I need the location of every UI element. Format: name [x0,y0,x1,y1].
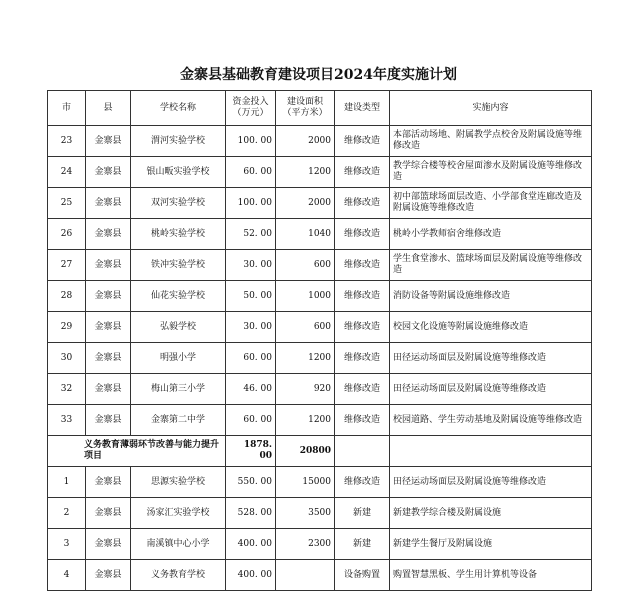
header-county: 县 [86,91,131,126]
row-number: 1 [48,467,86,498]
row-type: 维修改造 [335,405,390,436]
row-area: 2000 [276,126,335,157]
table-row [48,188,592,219]
row-area: 1200 [276,343,335,374]
document-title: 金寨县基础教育建设项目2024年度实施计划 [180,67,457,83]
row-school: 梅山第三小学 [131,374,226,405]
row-school: 仙花实验学校 [131,281,226,312]
row-content: 田径运动场面层及附属设施等维修改造 [390,467,592,498]
row-investment: 100. 00 [226,188,276,219]
row-area: 3500 [276,498,335,529]
row-school: 渭河实验学校 [131,126,226,157]
row-county: 金寨县 [86,281,131,312]
subtotal-content-cell [390,436,592,467]
row-content: 新建教学综合楼及附属设施 [390,498,592,529]
row-school: 南溪镇中心小学 [131,529,226,560]
row-county: 金寨县 [86,560,131,591]
row-school: 金寨第二中学 [131,405,226,436]
row-investment: 550. 00 [226,467,276,498]
row-area: 1200 [276,405,335,436]
row-number: 27 [48,250,86,281]
row-area: 1000 [276,281,335,312]
row-school: 银山畈实验学校 [131,157,226,188]
table-row [48,343,592,374]
row-type: 维修改造 [335,188,390,219]
header-content: 实施内容 [390,91,592,126]
row-school: 思源实验学校 [131,467,226,498]
row-area: 1200 [276,157,335,188]
row-content: 校园文化设施等附属设施维修改造 [390,312,592,343]
row-type: 维修改造 [335,312,390,343]
subtotal-investment: 1878. 00 [226,436,276,467]
row-number: 3 [48,529,86,560]
row-content: 桃岭小学教师宿舍维修改造 [390,219,592,250]
row-content: 学生食堂渗水、篮球场面层及附属设施等维修改造 [390,250,592,281]
subtotal-row [48,436,592,467]
row-number: 32 [48,374,86,405]
row-investment: 50. 00 [226,281,276,312]
row-content: 本部活动场地、附属教学点校舍及附属设施等维修改造 [390,126,592,157]
row-school: 弘毅学校 [131,312,226,343]
row-number: 24 [48,157,86,188]
table-row [48,467,592,498]
row-number: 30 [48,343,86,374]
row-type: 维修改造 [335,281,390,312]
subtotal-type-cell [335,436,390,467]
row-county: 金寨县 [86,157,131,188]
row-type: 维修改造 [335,343,390,374]
row-content: 新建学生餐厅及附属设施 [390,529,592,560]
header-city: 市 [48,91,86,126]
header-school: 学校名称 [131,91,226,126]
table-row [48,281,592,312]
row-county: 金寨县 [86,405,131,436]
row-county: 金寨县 [86,343,131,374]
table-body-upper [48,126,592,436]
table-row [48,374,592,405]
row-area: 1040 [276,219,335,250]
row-investment: 60. 00 [226,343,276,374]
table-row [48,312,592,343]
row-area: 920 [276,374,335,405]
row-school: 铁冲实验学校 [131,250,226,281]
row-number: 23 [48,126,86,157]
header-area: 建设面积 （平方米） [276,91,335,126]
row-school: 桃岭实验学校 [131,219,226,250]
row-content: 教学综合楼等校舍屋面渗水及附属设施等维修改造 [390,157,592,188]
table-row [48,560,592,591]
row-school: 义务教育学校 [131,560,226,591]
row-number: 28 [48,281,86,312]
row-number: 4 [48,560,86,591]
row-investment: 400. 00 [226,529,276,560]
row-area: 2000 [276,188,335,219]
row-content: 田径运动场面层及附属设施等维修改造 [390,374,592,405]
table-row [48,405,592,436]
row-content: 消防设备等附属设施维修改造 [390,281,592,312]
row-type: 维修改造 [335,126,390,157]
row-school: 明强小学 [131,343,226,374]
row-number: 26 [48,219,86,250]
row-area [276,560,335,591]
row-content: 初中部篮球场面层改造、小学部食堂连廊改造及附属设施等维修改造 [390,188,592,219]
row-county: 金寨县 [86,250,131,281]
row-investment: 30. 00 [226,312,276,343]
row-area: 600 [276,250,335,281]
row-number: 2 [48,498,86,529]
row-investment: 528. 00 [226,498,276,529]
row-content: 田径运动场面层及附属设施等维修改造 [390,343,592,374]
row-type: 新建 [335,529,390,560]
row-type: 维修改造 [335,374,390,405]
table-row [48,157,592,188]
row-number: 25 [48,188,86,219]
row-county: 金寨县 [86,498,131,529]
row-county: 金寨县 [86,188,131,219]
table-body-lower [48,467,592,591]
row-type: 维修改造 [335,157,390,188]
header-type: 建设类型 [335,91,390,126]
row-county: 金寨县 [86,312,131,343]
table-row [48,529,592,560]
table-header-row [48,91,592,126]
row-county: 金寨县 [86,467,131,498]
row-content: 购置智慧黑板、学生用计算机等设备 [390,560,592,591]
row-school: 汤家汇实验学校 [131,498,226,529]
row-area: 600 [276,312,335,343]
row-type: 设备购置 [335,560,390,591]
row-county: 金寨县 [86,529,131,560]
plan-table [47,90,592,591]
row-investment: 30. 00 [226,250,276,281]
subtotal-label: 义务教育薄弱环节改善与能力提升项目 [48,436,226,467]
row-investment: 60. 00 [226,405,276,436]
row-number: 29 [48,312,86,343]
row-investment: 52. 00 [226,219,276,250]
row-school: 双河实验学校 [131,188,226,219]
row-area: 2300 [276,529,335,560]
row-content: 校园道路、学生劳动基地及附属设施等维修改造 [390,405,592,436]
row-type: 维修改造 [335,250,390,281]
row-investment: 60. 00 [226,157,276,188]
row-investment: 46. 00 [226,374,276,405]
row-type: 维修改造 [335,219,390,250]
row-county: 金寨县 [86,126,131,157]
table-row [48,498,592,529]
header-investment: 资金投入 （万元） [226,91,276,126]
row-type: 新建 [335,498,390,529]
row-county: 金寨县 [86,374,131,405]
table-row [48,219,592,250]
row-number: 33 [48,405,86,436]
row-type: 维修改造 [335,467,390,498]
row-investment: 100. 00 [226,126,276,157]
row-investment: 400. 00 [226,560,276,591]
table-row [48,126,592,157]
subtotal-area: 20800 [276,436,335,467]
row-area: 15000 [276,467,335,498]
table-row [48,250,592,281]
row-county: 金寨县 [86,219,131,250]
